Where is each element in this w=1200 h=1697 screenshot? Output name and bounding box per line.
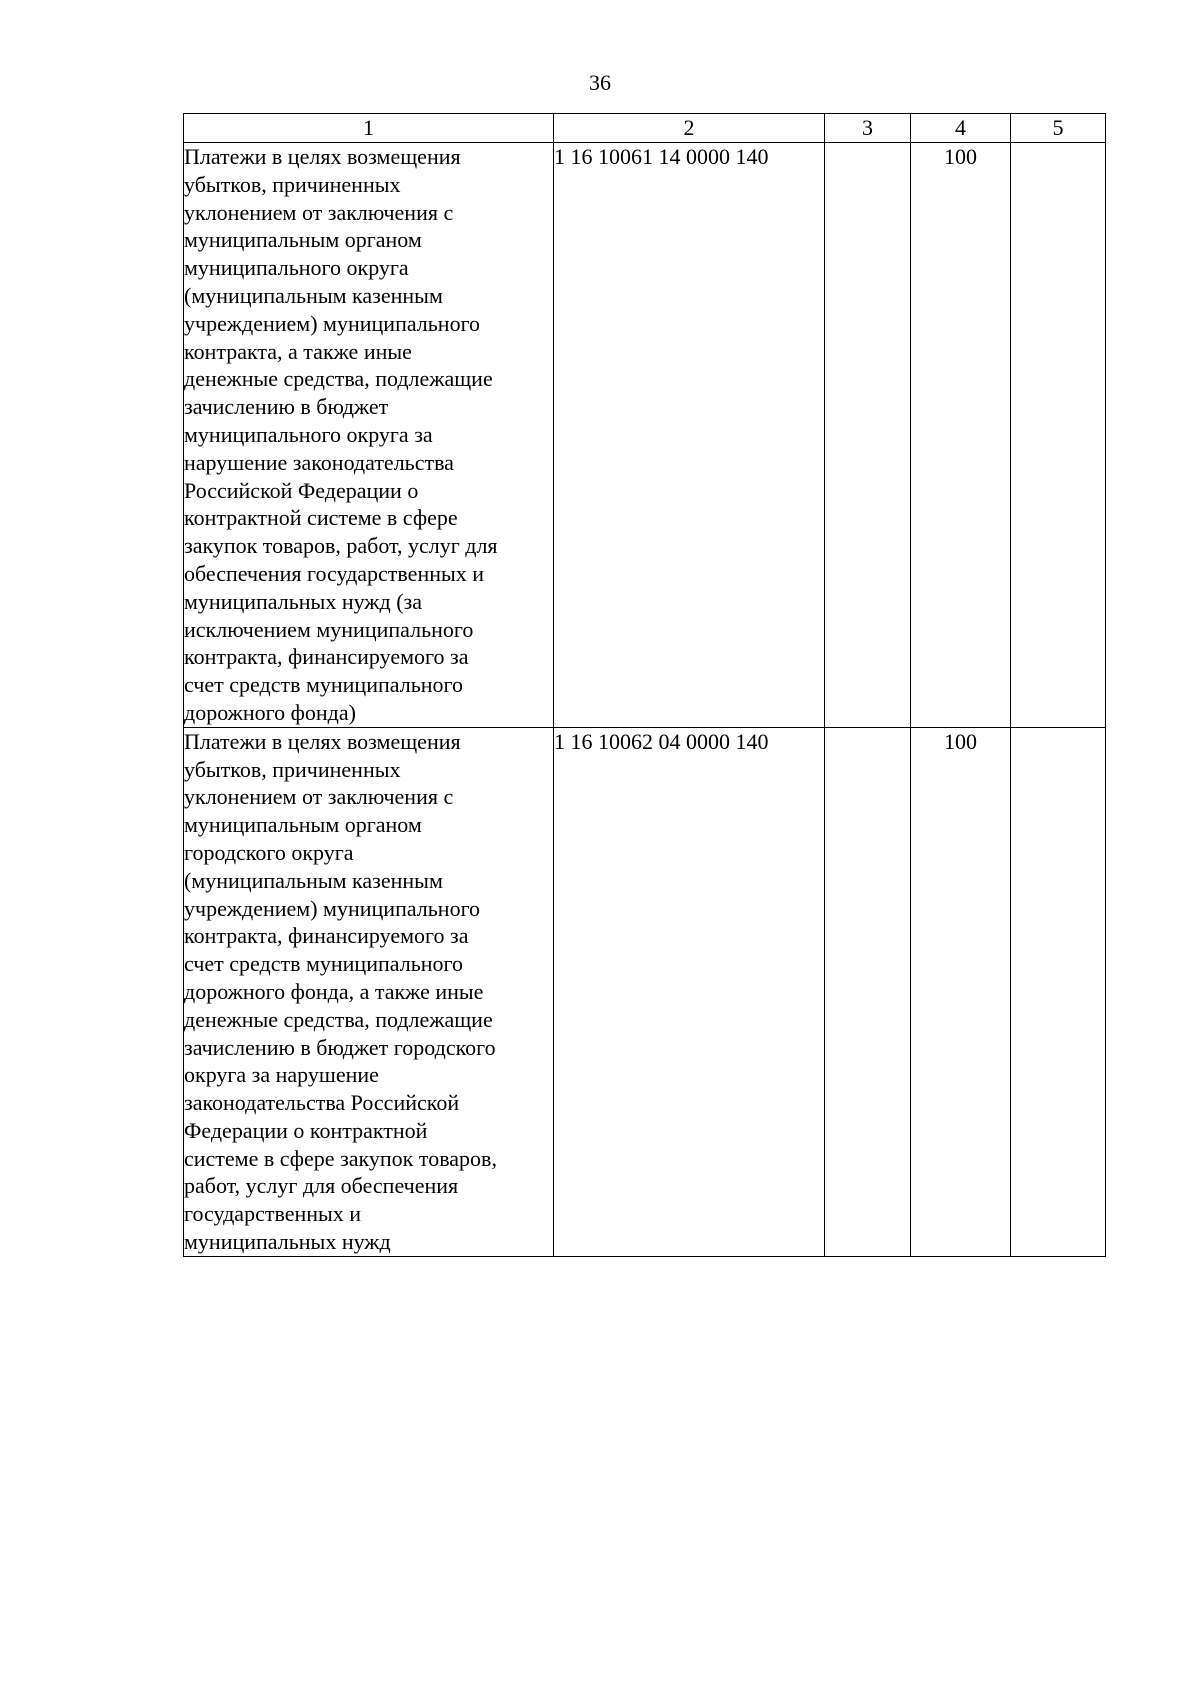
description-line: муниципального округа за	[184, 421, 433, 447]
page-number: 36	[589, 70, 611, 95]
table-row	[184, 727, 1106, 1256]
row-col4-cell: 100	[911, 727, 1011, 1256]
description-line: счет средств муниципального	[184, 672, 463, 698]
description-line: работ, услуг для обеспечения	[184, 1173, 459, 1199]
row-code-cell: 1 16 10062 04 0000 140	[554, 727, 825, 1256]
description-line: муниципальных нужд	[184, 1229, 391, 1255]
description-line: Федерации о контрактной	[184, 1117, 428, 1143]
row-description-cell	[184, 143, 554, 728]
row-code-cell: 1 16 10061 14 0000 140	[554, 143, 825, 728]
description-line: контрактной системе в сфере	[184, 505, 458, 531]
description-line: денежные средства, подлежащие	[184, 366, 493, 392]
row-col3-cell	[825, 727, 911, 1256]
column-header-2: 2	[554, 114, 825, 143]
description-line: муниципального округа	[184, 255, 409, 281]
description-line: учреждением) муниципального	[184, 895, 481, 921]
description-line: Платежи в целях возмещения	[184, 728, 461, 754]
description-line: обеспечения государственных и	[184, 560, 485, 586]
column-header-3: 3	[825, 114, 911, 143]
description-line: счет средств муниципального	[184, 951, 463, 977]
description-line: уклонением от заключения с	[184, 199, 454, 225]
row-col5-cell	[1011, 143, 1106, 728]
description-line: дорожного фонда)	[184, 699, 356, 725]
description-line: государственных и	[184, 1201, 362, 1227]
description-line: контракта, финансируемого за	[184, 644, 469, 670]
description-line: дорожного фонда, а также иные	[184, 978, 484, 1004]
description-line: Российской Федерации о	[184, 477, 419, 503]
description-line: убытков, причиненных	[184, 756, 401, 782]
description-line: зачислению в бюджет	[184, 394, 389, 420]
description-line: контракта, финансируемого за	[184, 923, 469, 949]
table-body	[184, 143, 1106, 1257]
table-row	[184, 143, 1106, 728]
revenue-table	[183, 113, 1106, 1257]
row-col4-cell: 100	[911, 143, 1011, 728]
description-line: муниципальным органом	[184, 812, 422, 838]
table-header-row	[184, 114, 1106, 143]
description-line: закупок товаров, работ, услуг для	[184, 533, 498, 559]
description-line: зачислению в бюджет городского	[184, 1034, 496, 1060]
description-line: законодательства Российской	[184, 1090, 460, 1116]
description-line: Платежи в целях возмещения	[184, 144, 461, 169]
description-line: денежные средства, подлежащие	[184, 1006, 493, 1032]
description-line: нарушение законодательства	[184, 449, 454, 475]
column-header-1: 1	[184, 114, 554, 143]
row-col5-cell	[1011, 727, 1106, 1256]
description-line: (муниципальным казенным	[184, 867, 443, 893]
description-line: уклонением от заключения с	[184, 784, 454, 810]
description-line: муниципальных нужд (за	[184, 588, 422, 614]
row-col3-cell	[825, 143, 911, 728]
description-line: контракта, а также иные	[184, 338, 412, 364]
description-line: муниципальным органом	[184, 227, 422, 253]
column-header-5: 5	[1011, 114, 1106, 143]
description-line: городского округа	[184, 839, 354, 865]
description-line: учреждением) муниципального	[184, 310, 481, 336]
column-header-4: 4	[911, 114, 1011, 143]
description-line: (муниципальным казенным	[184, 282, 443, 308]
description-line: системе в сфере закупок товаров,	[184, 1145, 497, 1171]
description-line: округа за нарушение	[184, 1062, 379, 1088]
row-description-cell	[184, 727, 554, 1256]
description-line: исключением муниципального	[184, 616, 474, 642]
description-line: убытков, причиненных	[184, 171, 401, 197]
